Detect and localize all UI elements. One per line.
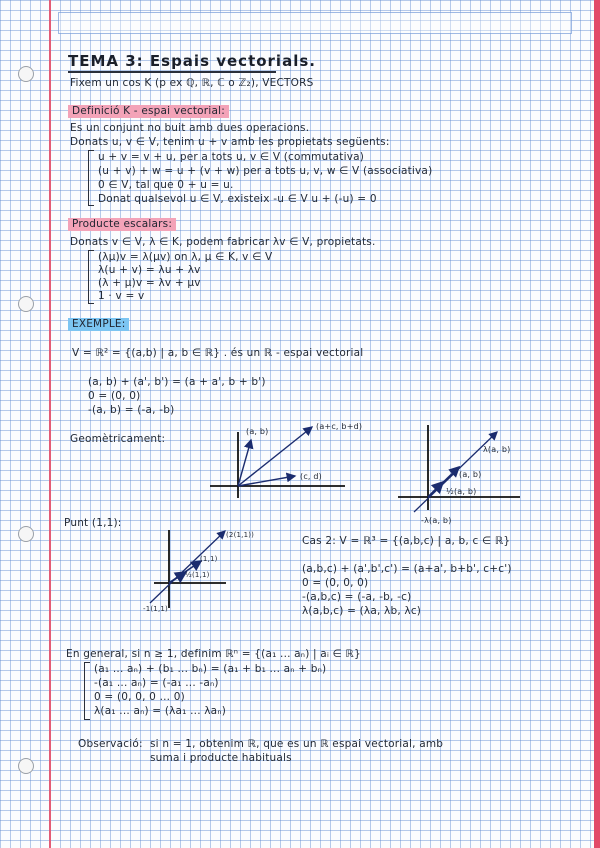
r3-line: 0 = (0, 0, 0) xyxy=(302,577,369,589)
property-item: (λ + μ)v = λv + μv xyxy=(98,277,201,289)
figure-label: (2(1,1)) xyxy=(226,531,255,539)
brace xyxy=(84,662,90,720)
example-heading: EXEMPLE: xyxy=(68,318,129,331)
figure-label: (c, d) xyxy=(300,472,323,481)
property-item: 1 · v = v xyxy=(98,290,145,302)
half-vector xyxy=(428,482,443,497)
general-item: (a₁ ... aₙ) + (b₁ ... bₙ) = (a₁ + b₁ ... aₙ + bₙ) xyxy=(94,663,327,675)
r3-line: λ(a,b,c) = (λa, λb, λc) xyxy=(302,605,422,617)
scalar-product-heading: Producte escalars: xyxy=(68,218,176,231)
intro-line: Fixem un cos K (p ex ℚ, ℝ, ℂ o ℤ₂), VECTORS xyxy=(70,77,314,89)
scalar-line xyxy=(414,432,497,512)
vector-cd xyxy=(238,476,295,486)
observation-line: si n = 1, obtenim ℝ, que es un ℝ espai vectorial, amb xyxy=(150,738,444,750)
general-line: En general, si n ≥ 1, definim ℝⁿ = {(a₁ ... aₙ) | aᵢ ∈ ℝ} xyxy=(66,648,361,660)
r3-line: Cas 2: V = ℝ³ = {(a,b,c) | a, b, c ∈ ℝ} xyxy=(302,535,511,547)
property-item: (u + v) + w = u + (v + w) per a tots u, v, w ∈ V (associativa) xyxy=(98,165,433,177)
general-item: λ(a₁ ... aₙ) = (λa₁ ... λaₙ) xyxy=(94,705,226,717)
vector-ab xyxy=(238,440,251,486)
example-op: -(a, b) = (-a, -b) xyxy=(88,404,175,416)
figure-label: (a, b) xyxy=(246,427,269,436)
observation-line: suma i producte habituals xyxy=(150,752,292,764)
property-item: 0 ∈ V, tal que 0 + u = u. xyxy=(98,179,234,191)
scalar-line: Donats v ∈ V, λ ∈ K, podem fabricar λv ∈ V, propietats. xyxy=(70,236,376,248)
page-title: TEMA 3: Espais vectorials. xyxy=(68,52,316,70)
observation-label: Observació: xyxy=(78,738,143,750)
property-item: λ(u + v) = λu + λv xyxy=(98,264,201,276)
figure-label: -1(1,1) xyxy=(143,605,168,613)
property-item: Donat qualsevol u ∈ V, existeix -u ∈ V u + (-u) = 0 xyxy=(98,193,377,205)
figure-label: (a, b) xyxy=(459,470,482,479)
example-op: (a, b) + (a', b') = (a + a', b + b') xyxy=(88,376,266,388)
point-11-diagram xyxy=(150,530,226,608)
r3-line: -(a,b,c) = (-a, -b, -c) xyxy=(302,591,412,603)
definition-heading: Definició K - espai vectorial: xyxy=(68,105,229,118)
half-vector xyxy=(169,572,186,583)
example-op: 0 = (0, 0) xyxy=(88,390,141,402)
figure-label: (a+c, b+d) xyxy=(316,422,363,431)
scalar-multiple-diagram xyxy=(398,425,520,512)
scalar-line xyxy=(150,531,225,603)
point-label: Punt (1,1): xyxy=(64,517,122,529)
figure-label: -λ(a, b) xyxy=(421,516,452,525)
vector-sum-diagram xyxy=(210,427,345,498)
figure-label: λ(a, b) xyxy=(483,445,511,454)
property-item: u + v = v + u, per a tots u, v ∈ V (commutativa) xyxy=(98,151,365,163)
figure-label: (1,1) xyxy=(200,555,218,563)
general-item: -(a₁ ... aₙ) = (-a₁ ... -aₙ) xyxy=(94,677,219,689)
geometric-label: Geomètricament: xyxy=(70,433,166,445)
definition-line: Donats u, v ∈ V, tenim u + v amb les propietats següents: xyxy=(70,136,390,148)
figure-label: ½(a, b) xyxy=(446,487,477,496)
figure-label: ½(1,1) xyxy=(185,571,210,579)
property-item: (λμ)v = λ(μv) on λ, μ ∈ K, v ∈ V xyxy=(98,251,273,263)
example-line: V = ℝ² = {(a,b) | a, b ∈ ℝ} . és un ℝ - espai vectorial xyxy=(72,347,364,359)
r3-line: (a,b,c) + (a',b',c') = (a+a', b+b', c+c') xyxy=(302,563,512,575)
general-item: 0 = (0, 0, 0 ... 0) xyxy=(94,691,185,703)
definition-line: Es un conjunt no buit amb dues operacions. xyxy=(70,122,310,134)
